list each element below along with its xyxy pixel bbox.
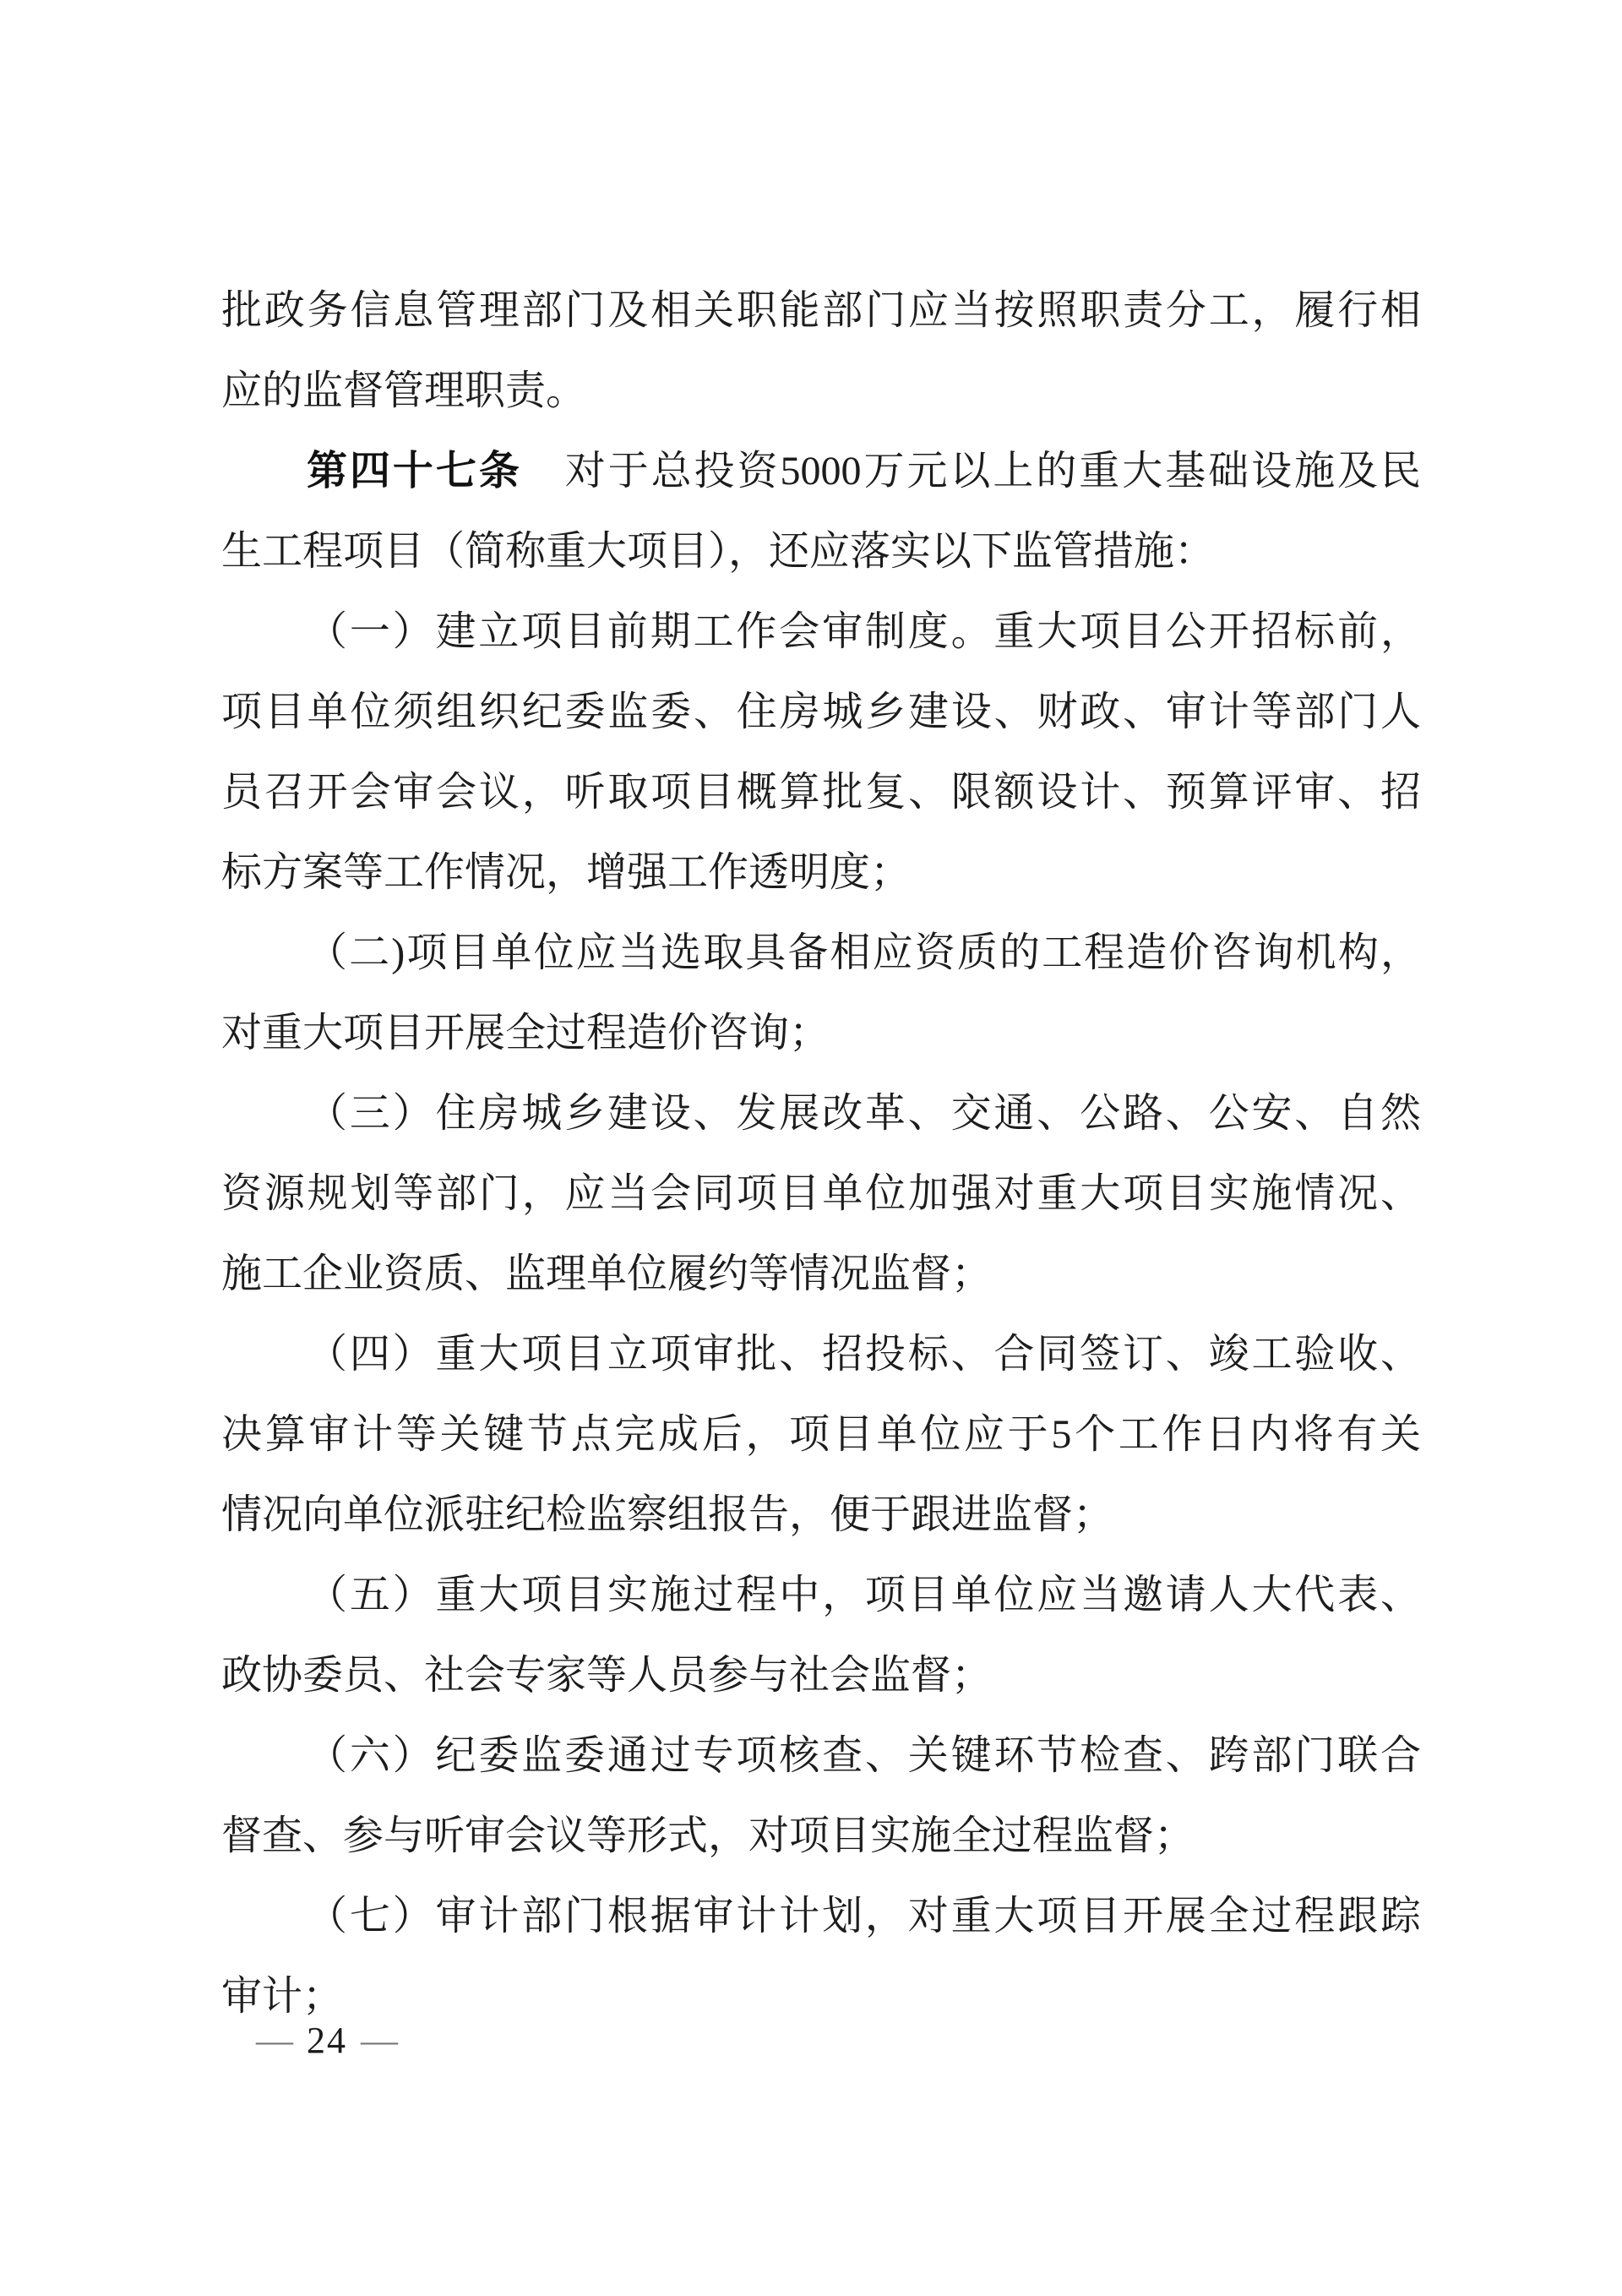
line-text: 情况向单位派驻纪检监察组报告，便于跟进监督； [221,1492,1114,1537]
line-text: （二)项目单位应当选取具备相应资质的工程造价咨询机构， [307,930,1421,975]
footer-dash-left: — [256,2020,293,2061]
page-number: 24 [307,2020,347,2061]
text-line [221,1475,1421,1555]
text-line [221,1073,1421,1153]
text-line [221,752,1421,832]
text-line [221,913,1421,993]
text-line [221,1796,1421,1876]
line-text: （五）重大项目实施过程中，项目单位应当邀请人大代表、 [307,1573,1421,1617]
line-text: 标方案等工作情况，增强工作透明度； [221,850,912,895]
page-footer [256,2015,398,2066]
line-text: 应的监督管理职责。 [221,368,587,413]
line-text: （四）重大项目立项审批、招投标、合同签订、竣工验收、 [307,1332,1421,1377]
line-text: （六）纪委监委通过专项核查、关键环节检查、跨部门联合 [307,1733,1421,1778]
line-text: （七）审计部门根据审计计划，对重大项目开展全过程跟踪 [307,1894,1421,1939]
text-line [221,511,1421,592]
line-text: 督查、参与听审会议等形式，对项目实施全过程监督； [221,1813,1195,1858]
line-text: 批政务信息管理部门及相关职能部门应当按照职责分工，履行相 [221,288,1421,333]
line-text: 审计； [221,1974,344,2019]
line-text: 决算审计等关键节点完成后，项目单位应于5个工作日内将有关 [221,1412,1421,1457]
line-text: 生工程项目（简称重大项目），还应落实以下监管措施： [221,529,1216,574]
text-line [221,1635,1421,1715]
text-line [221,1715,1421,1796]
text-line [221,592,1421,672]
text-line [221,431,1421,511]
text-line [221,1555,1421,1635]
text-line [221,1876,1421,1956]
document-body [221,270,1421,2037]
text-line [221,1153,1421,1234]
text-line [221,1234,1421,1314]
line-text: 项目单位须组织纪委监委、住房城乡建设、财政、审计等部门人 [221,690,1421,734]
text-line [221,1394,1421,1475]
line-text: 资源规划等部门，应当会同项目单位加强对重大项目实施情况、 [221,1171,1421,1216]
footer-dash-right: — [361,2020,398,2061]
text-line [221,993,1421,1073]
text-line [221,1956,1421,2037]
text-line [221,832,1421,913]
text-line [221,672,1421,752]
line-text: 施工企业资质、监理单位履约等情况监督； [221,1252,993,1296]
article-number: 第四十七条 [307,449,522,494]
text-line [221,351,1421,431]
text-line [221,1314,1421,1394]
text-line [221,270,1421,351]
line-text: （一）建立项目前期工作会审制度。重大项目公开招标前， [307,609,1421,654]
line-text: 对重大项目开展全过程造价咨询； [221,1011,830,1055]
line-text: （三）住房城乡建设、发展改革、交通、公路、公安、自然 [307,1091,1421,1136]
line-text: 政协委员、社会专家等人员参与社会监督； [221,1653,993,1698]
line-text: 员召开会审会议，听取项目概算批复、限额设计、预算评审、招 [221,770,1421,815]
line-text: 对于总投资5000万元以上的重大基础设施及民 [521,449,1421,494]
